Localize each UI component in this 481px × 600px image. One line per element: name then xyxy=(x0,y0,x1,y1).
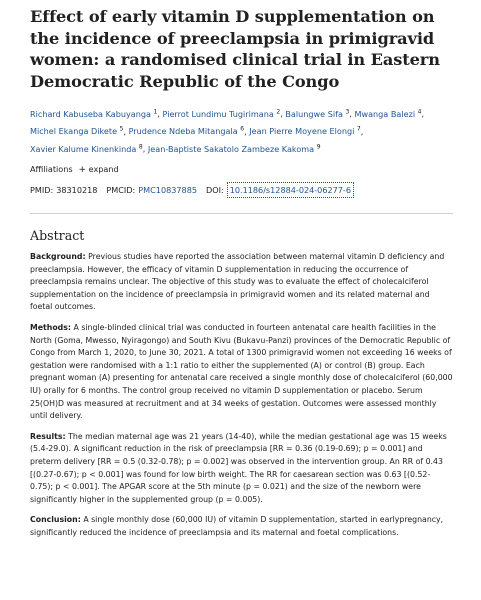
author-list: Richard Kabuseba Kabuyanga $^1$, Pierrot Lundimu Tugirimana $^2$, Balungwe Sifa $^3$, Mwanga Balezi $^4$, Michel Ekanga Dikete $^5$, Prudence Ndeba Mitangala $^6$, Jean Pierre Moyene Elongi $^7$, Xavier Kalume Kinenkinda $^8$, Jean-Baptiste Sakatolo Zambeze Kakoma $^9$ xyxy=(30,108,425,155)
author-link[interactable] xyxy=(163,109,281,119)
affiliation-number[interactable]: 5 xyxy=(119,125,124,133)
affiliation-number[interactable]: 7 xyxy=(356,125,361,133)
author-name: Mwanga Balezi xyxy=(354,108,416,119)
affiliation-number[interactable]: 6 xyxy=(240,125,245,133)
section-text: A single monthly dose (60,000 IU) of vitamin D supplementation, started in earlypregnancy, significantly reduced the incidence of preeclampsia and its maternal and foetal complications. xyxy=(30,515,444,537)
author-name: Michel Ekanga Dikete xyxy=(30,126,118,137)
abstract-heading: Abstract xyxy=(30,228,85,244)
section-text: The median maternal age was 21 years (14-40), while the median gestational age was 15 weeks (5.4-29.0). A significant reduction in the risk of preeclampsia [RR = 0.36 (0.19-0.69); p = 0.001] and preterm delivery [RR = 0.5 (0.32-0.78); p = 0.002] was observed in the intervention group. An RR of 0.43 [(0.27-0.67); p < 0.001] was found for low birth weight. The RR for caesarean section was 0.63 [(0.52-0.75); p < 0.001]. The APGAR score at the 5th minute (p = 0.021) and the size of the newborn were significantly higher in the supplemented group (p = 0.005). xyxy=(30,431,447,504)
pmid-label: PMID: xyxy=(30,185,54,196)
plus-icon: + xyxy=(78,165,87,176)
affiliations-label: Affiliations xyxy=(30,164,73,175)
pmcid-label: PMCID: xyxy=(106,185,136,196)
expand-label: expand xyxy=(88,164,119,175)
affiliation-number[interactable]: 4 xyxy=(417,108,422,115)
section-label: Results: xyxy=(30,431,66,441)
section-text: A single-blinded clinical trial was conducted in fourteen antenatal care health facilities in the North (Goma, Mwesso, Nyiragongo) and South Kivu (Bukavu-Panzi) provinces of the Democratic Republic of Congo from March 1, 2020, to June 30, 2021. A total of 1300 primigravid women not exceeding 16 weeks of gestation were randomised with a 1:1 ratio to either the supplemented (A) or control (B) group. Each pregnant woman (A) presenting for antenatal care received a single monthly dose of cholecalciferol (60,000 IU) orally for 6 months. The control group received no vitamin D supplementation or placebo. Serum 25(OH)D was measured at recruitment and at 34 weeks of gestation. Outcomes were assessed monthly until delivery. xyxy=(30,323,453,421)
abstract-conclusion xyxy=(30,514,453,539)
doi-link[interactable]: 10.1186/s12884-024-06277-6 xyxy=(227,182,354,198)
author-link[interactable] xyxy=(30,109,157,119)
author-link[interactable] xyxy=(285,109,349,119)
article-title: Effect of early vitamin D supplementation on the incidence of preeclampsia in primigravid women: a randomised clinical trial in Eastern Democratic Republic of the Congo xyxy=(30,7,440,91)
affiliation-number[interactable]: 2 xyxy=(276,108,281,115)
author-name: Prudence Ndeba Mitangala xyxy=(128,126,238,137)
author-name: Pierrot Lundimu Tugirimana xyxy=(162,108,274,119)
identifier-line xyxy=(30,182,453,198)
abstract-results xyxy=(30,431,453,507)
section-text: Previous studies have reported the association between maternal vitamin D deficiency and preeclampsia. However, the efficacy of vitamin D supplementation in reducing the occurrence of preeclampsia remains unclear. The objective of this study was to evaluate the effect of cholecalciferol supplementation on the incidence of preeclampsia in primigravid women and its related maternal and foetal outcomes. xyxy=(30,252,445,312)
affiliation-number[interactable]: 8 xyxy=(138,143,143,151)
pmid-value: 38310218 xyxy=(56,185,98,196)
author-link[interactable] xyxy=(129,126,245,136)
author-name: Jean Pierre Moyene Elongi xyxy=(249,126,355,137)
author-link[interactable] xyxy=(148,144,321,154)
abstract-background xyxy=(30,251,453,314)
abstract-methods xyxy=(30,322,453,423)
section-divider xyxy=(30,213,453,214)
affiliations-row xyxy=(30,163,453,175)
section-label: Methods: xyxy=(30,323,72,333)
doi-label: DOI: xyxy=(206,185,224,196)
author-link[interactable] xyxy=(30,144,143,154)
author-name: Xavier Kalume Kinenkinda xyxy=(30,144,137,155)
author-link[interactable] xyxy=(249,126,360,136)
author-name: Richard Kabuseba Kabuyanga xyxy=(30,108,151,119)
author-link[interactable] xyxy=(354,109,421,119)
author-link[interactable] xyxy=(30,126,123,136)
expand-affiliations-button[interactable] xyxy=(79,163,119,175)
pmcid-link[interactable]: PMC10837885 xyxy=(138,185,198,196)
author-name: Balungwe Sifa xyxy=(285,108,343,119)
affiliation-number[interactable]: 9 xyxy=(316,143,321,151)
author-name: Jean-Baptiste Sakatolo Zambeze Kakoma xyxy=(147,144,315,155)
section-label: Conclusion: xyxy=(30,515,81,525)
affiliation-number[interactable]: 3 xyxy=(345,108,350,115)
section-label: Background: xyxy=(30,252,86,262)
affiliation-number[interactable]: 1 xyxy=(153,108,158,115)
